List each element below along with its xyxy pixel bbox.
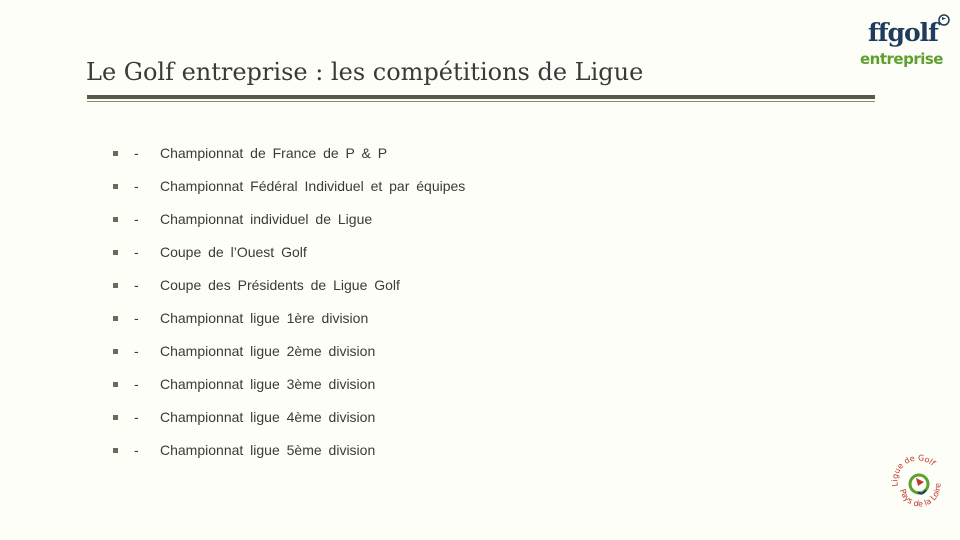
list-dash: -	[134, 277, 139, 293]
list-item-label: Championnat de France de P & P	[160, 145, 388, 161]
title-divider-thin	[87, 101, 875, 102]
list-dash: -	[134, 343, 139, 359]
bullet-icon	[113, 382, 118, 387]
list-item-label: Championnat Fédéral Individuel et par équipes	[160, 178, 466, 194]
logo-ffgolf-text: ffgolf	[868, 18, 938, 47]
list-item-label: Championnat individuel de Ligue	[160, 211, 373, 227]
list-dash: -	[134, 211, 139, 227]
list-item	[113, 276, 613, 296]
logo-entreprise-text: entreprise	[860, 50, 943, 68]
list-item	[113, 441, 613, 461]
list-item	[113, 177, 613, 197]
golf-flag-icon	[938, 14, 950, 26]
bullet-icon	[113, 184, 118, 189]
list-dash: -	[134, 409, 139, 425]
list-item-label: Coupe des Présidents de Ligue Golf	[160, 277, 400, 293]
list-dash: -	[134, 310, 139, 326]
list-item	[113, 243, 613, 263]
bullet-icon	[113, 316, 118, 321]
ffgolf-entreprise-logo	[856, 14, 954, 70]
list-dash: -	[134, 442, 139, 458]
bullet-icon	[113, 415, 118, 420]
list-item	[113, 375, 613, 395]
list-item-label: Championnat ligue 5ème division	[160, 442, 376, 458]
list-item-label: Coupe de l’Ouest Golf	[160, 244, 307, 260]
list-item	[113, 144, 613, 164]
bullet-icon	[113, 448, 118, 453]
bullet-icon	[113, 250, 118, 255]
bullet-icon	[113, 217, 118, 222]
list-item	[113, 342, 613, 362]
title-divider	[87, 95, 875, 99]
ligue-badge-icon	[888, 452, 948, 514]
list-item-label: Championnat ligue 1ère division	[160, 310, 369, 326]
bullet-icon	[113, 283, 118, 288]
list-dash: -	[134, 178, 139, 194]
list-item-label: Championnat ligue 3ème division	[160, 376, 376, 392]
badge-text-bottom: Pays de la Loire	[897, 482, 943, 509]
list-item-label: Championnat ligue 2ème division	[160, 343, 376, 359]
list-item	[113, 210, 613, 230]
list-item	[113, 309, 613, 329]
list-dash: -	[134, 244, 139, 260]
badge-text-top: Ligue de Golf	[890, 453, 938, 488]
list-item	[113, 408, 613, 428]
slide-title: Le Golf entreprise : les compétitions de Ligue	[86, 58, 644, 86]
list-item-label: Championnat ligue 4ème division	[160, 409, 376, 425]
list-dash: -	[134, 145, 139, 161]
bullet-icon	[113, 349, 118, 354]
list-dash: -	[134, 376, 139, 392]
bullet-icon	[113, 151, 118, 156]
